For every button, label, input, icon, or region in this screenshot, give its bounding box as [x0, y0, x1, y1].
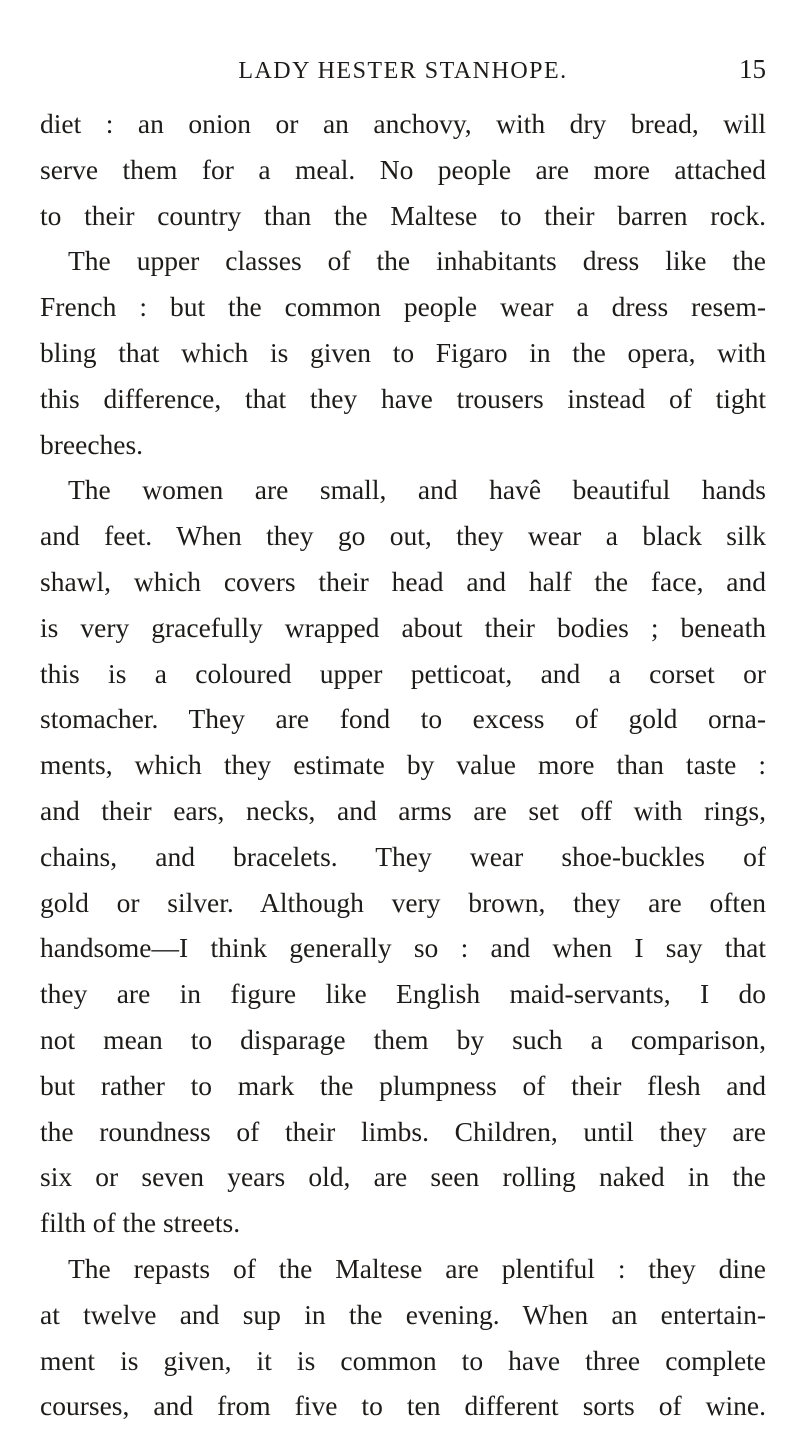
text-line: courses, and from five to ten different sorts of wine.	[40, 1390, 766, 1422]
text-line: filth of the streets.	[40, 1207, 241, 1239]
text-line: chains, and bracelets. They wear shoe-buckles of	[40, 840, 766, 872]
text-line: handsome—I think generally so : and when I say that	[40, 932, 766, 964]
text-line: at twelve and sup in the evening. When an entertain-	[40, 1298, 766, 1330]
text-line: breeches.	[40, 428, 144, 460]
text-line: diet : an onion or an anchovy, with dry bread, will	[40, 108, 766, 139]
running-title: LADY HESTER STANHOPE.	[238, 58, 568, 84]
text-line: not mean to disparage them by such a comparison,	[40, 1023, 766, 1055]
body-text	[40, 101, 766, 1429]
text-line: The repasts of the Maltese are plentiful : they dine	[68, 1252, 766, 1284]
text-line: this is a coloured upper petticoat, and a corset or	[40, 657, 766, 689]
text-line: this difference, that they have trousers instead of tight	[40, 382, 766, 414]
text-line: and their ears, necks, and arms are set off with rings,	[40, 794, 766, 826]
text-line: is very gracefully wrapped about their bodies ; beneath	[40, 611, 766, 643]
text-line: they are in figure like English maid-servants, I do	[40, 978, 766, 1010]
text-line: stomacher. They are fond to excess of gold orna-	[40, 703, 766, 735]
text-line: bling that which is given to Figaro in the opera, with	[40, 336, 766, 368]
text-line: but rather to mark the plumpness of their flesh and	[40, 1069, 766, 1101]
text-line: to their country than the Maltese to their barren rock.	[40, 199, 766, 231]
text-line: serve them for a meal. No people are more attached	[40, 153, 766, 185]
text-line: French : but the common people wear a dress resem-	[40, 291, 766, 323]
text-line: gold or silver. Although very brown, they are often	[40, 886, 766, 918]
text-line: ment is given, it is common to have three complete	[40, 1344, 766, 1376]
text-line: shawl, which covers their head and half the face, and	[40, 565, 766, 597]
running-head	[40, 50, 766, 90]
text-line: and feet. When they go out, they wear a black silk	[40, 520, 766, 552]
text-line: The upper classes of the inhabitants dress like the	[68, 245, 766, 277]
text-line: The women are small, and havê beautiful hands	[68, 474, 766, 506]
page-number: 15	[739, 54, 766, 84]
text-line: six or seven years old, are seen rolling naked in the	[40, 1161, 766, 1193]
text-line: ments, which they estimate by value more than taste :	[40, 749, 766, 781]
text-line: the roundness of their limbs. Children, until they are	[40, 1115, 766, 1147]
